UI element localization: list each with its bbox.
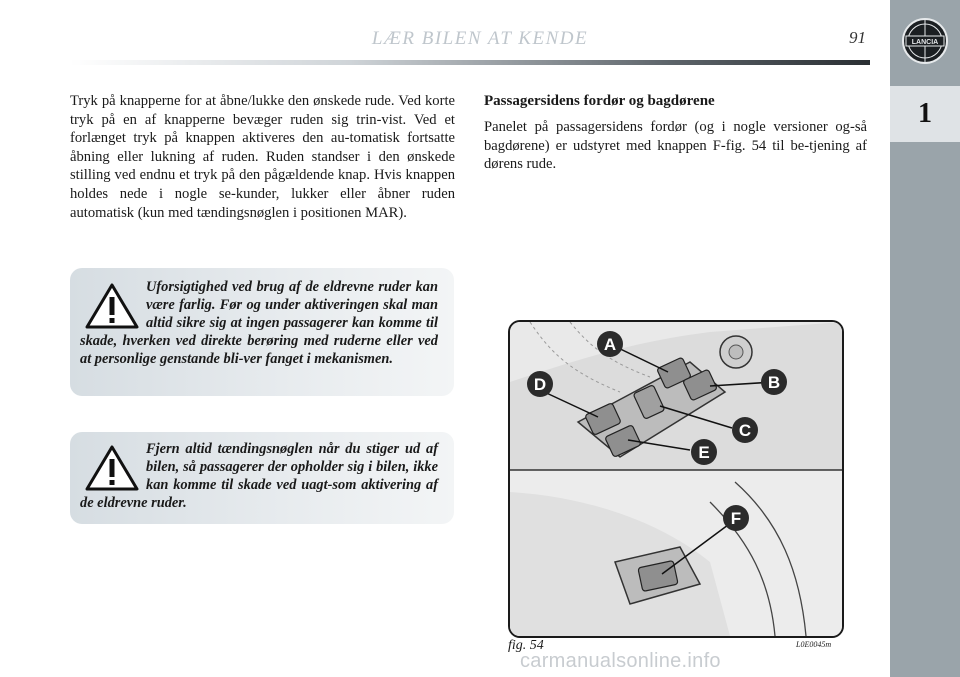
svg-text:D: D — [533, 375, 547, 394]
callout-b — [761, 369, 787, 395]
figure-caption: fig. 54 — [508, 638, 544, 653]
warning-text-2: Fjern altid tændingsnøglen når du stiger ud af bilen, så passagerer der opholder sig i bilen, ikke kan komme til skade ved uagt-som aktivering af de eldrevne ruder. — [80, 441, 438, 511]
callout-e — [691, 439, 717, 465]
intro-paragraph: Tryk på knapperne for at åbne/lukke den ønskede rude. Ved korte tryk på en af knapperne bevæger ruden sig trin-vist. Ved et forlænget tryk på knappen aktiveres den au-tomatisk fortsatte åbning eller lukning af ruden. Ruden standser i den ønskede stilling ved endnu et tryk på den pågældende knap. Hvis knappen holdes nede i nogle se-kunder, lukker eller åbner ruden automatisk (kun med tændingsnøglen i positionen MAR). — [70, 93, 455, 221]
warning-triangle-icon — [84, 282, 140, 330]
svg-text:C: C — [738, 421, 752, 440]
warning-box-1 — [70, 268, 454, 396]
section-heading: Passagersidens fordør og bagdørene — [484, 93, 715, 109]
callout-a — [597, 331, 623, 357]
chapter-number: 1 — [918, 98, 932, 129]
warning-box-2 — [70, 432, 454, 524]
svg-text:F: F — [730, 509, 742, 528]
callout-c — [732, 417, 758, 443]
section-paragraph: Panelet på passagersidens fordør (og i nogle versioner og-så bagdørene) er udstyret med knappen F-fig. 54 til be-tjening af dørens rude. — [484, 119, 867, 173]
svg-text:A: A — [603, 335, 617, 354]
header-rule — [70, 60, 870, 65]
figure-54-illustration — [508, 320, 844, 638]
warning-text-1: Uforsigtighed ved brug af de eldrevne ruder kan være farlig. Før og under aktiveringen skal man altid sikre sig at ingen passagerer kan komme til skade, hverken ved direkte berøring med ruderne eller ved at personlige genstande bli-ver fanget i mekanismen. — [80, 279, 438, 367]
figure-code: L0E0045m — [796, 640, 832, 649]
door-panel-drawing — [510, 322, 842, 636]
logo-wordmark: LANCIA — [911, 39, 939, 46]
callout-d — [527, 371, 553, 397]
warning-triangle-icon — [84, 444, 140, 492]
svg-text:E: E — [698, 443, 710, 462]
watermark: carmanualsonline.info — [520, 650, 721, 672]
lancia-logo-icon — [900, 12, 950, 70]
callout-f — [723, 505, 749, 531]
logo-box — [890, 0, 960, 82]
svg-text:B: B — [767, 373, 781, 392]
running-header-title: LÆR BILEN AT KENDE — [371, 28, 589, 49]
page-number: 91 — [849, 28, 866, 47]
chapter-box — [890, 86, 960, 142]
